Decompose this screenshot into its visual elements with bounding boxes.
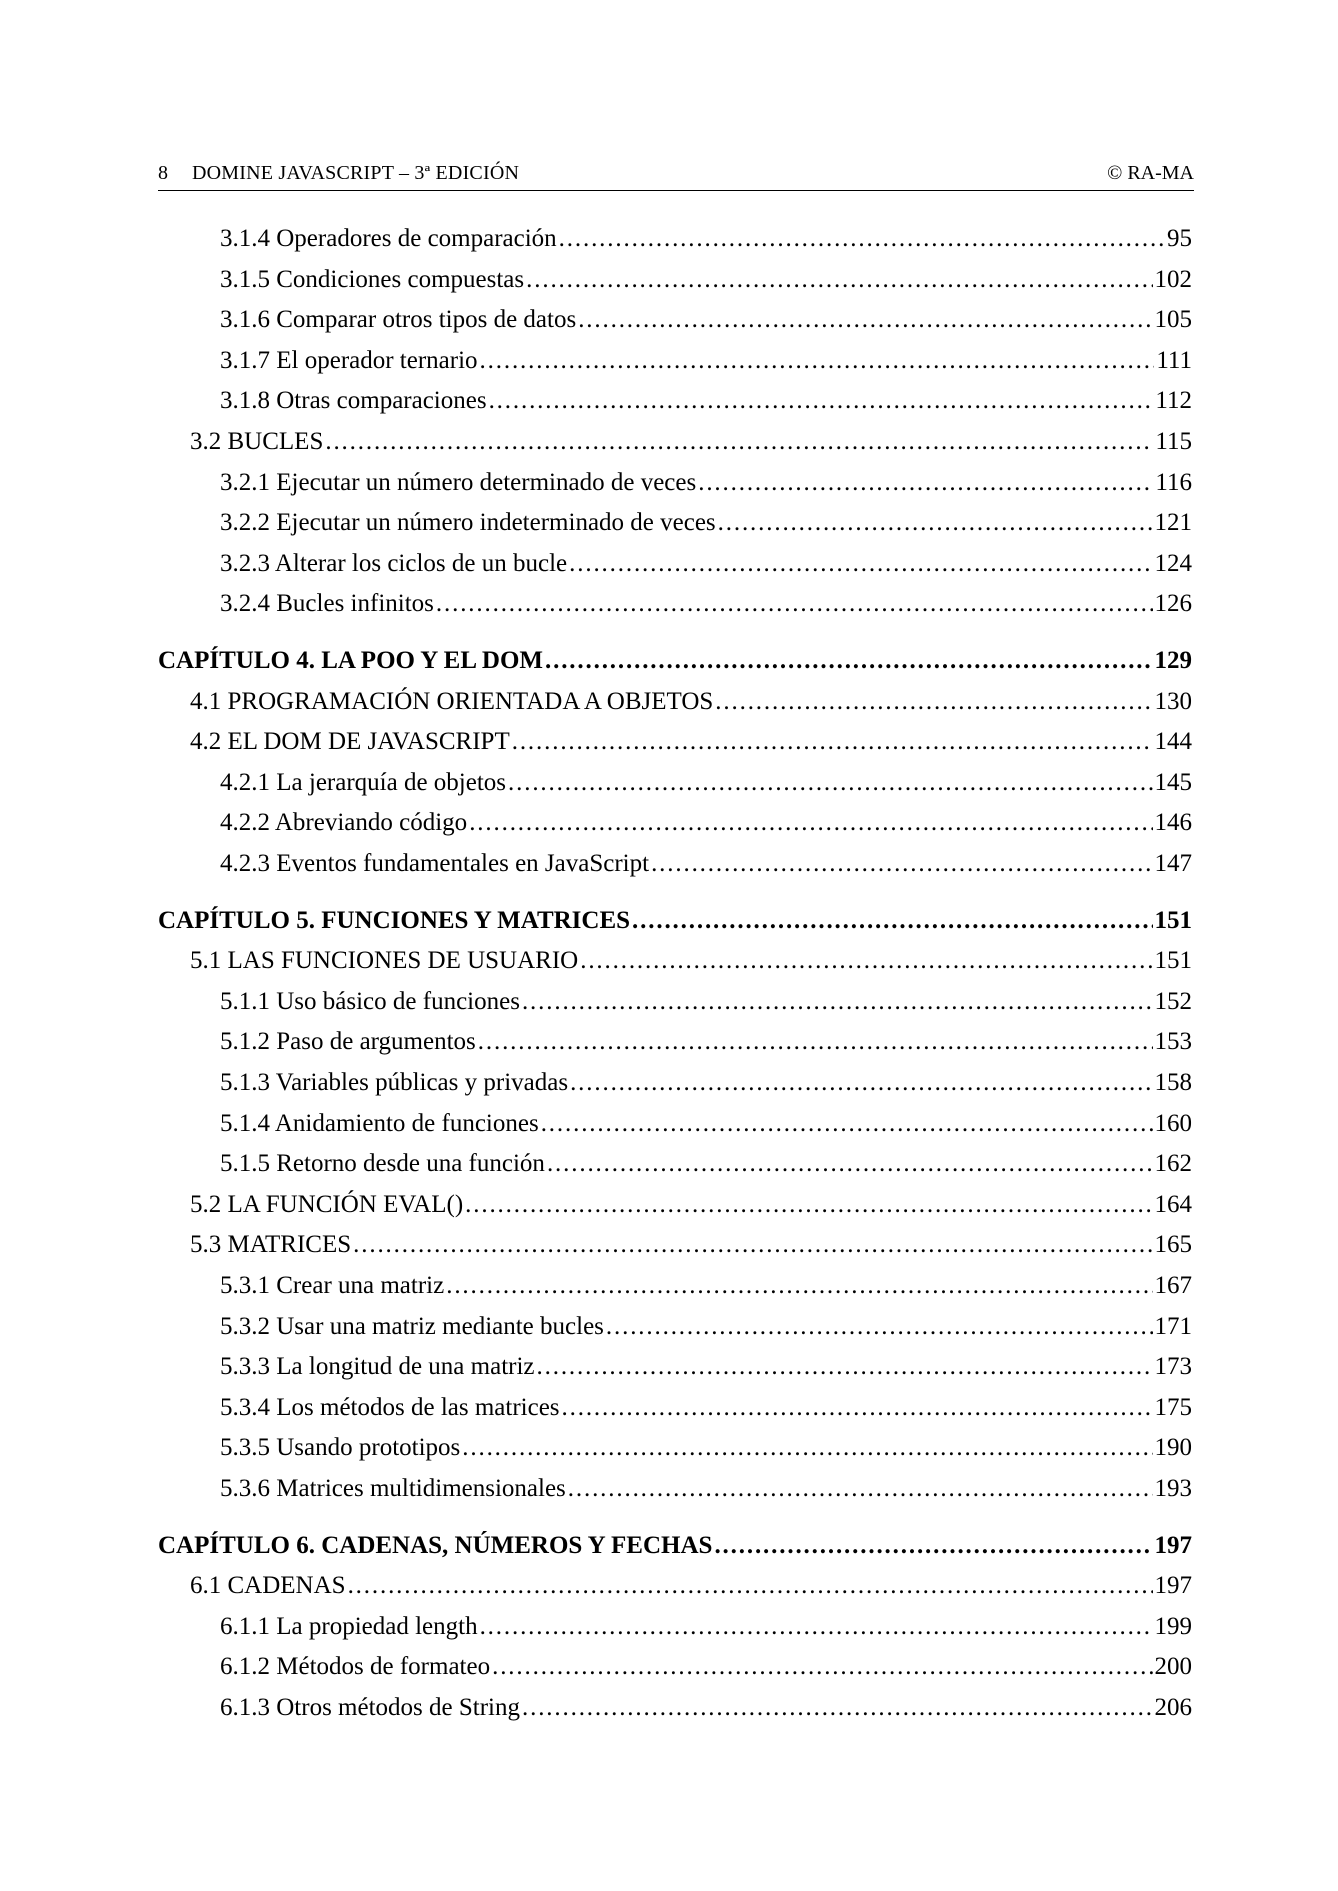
toc-entry-page: 164 <box>1154 1191 1192 1218</box>
toc-entry-title: 5.3.5 Usando prototipos <box>220 1434 461 1461</box>
toc-entry-title: 4.1 PROGRAMACIÓN ORIENTADA A OBJETOS <box>190 688 714 715</box>
toc-entry-title: 3.2.4 Bucles infinitos <box>220 590 434 617</box>
toc-entry-title: 5.3.2 Usar una matriz mediante bucles <box>220 1313 604 1340</box>
toc-entry <box>190 685 1192 719</box>
toc-entry <box>220 766 1192 800</box>
toc-entry-page: 165 <box>1154 1231 1192 1258</box>
dot-leader <box>436 587 1153 621</box>
dot-leader <box>508 766 1152 800</box>
toc-entry-page: 151 <box>1154 907 1192 934</box>
toc-entry-title: 5.1.2 Paso de argumentos <box>220 1028 476 1055</box>
dot-leader <box>632 904 1152 938</box>
toc-entry-title: 4.2.1 La jerarquía de objetos <box>220 769 507 796</box>
dot-leader <box>478 1025 1153 1059</box>
toc-entry <box>220 1066 1192 1100</box>
toc-entry <box>190 425 1192 459</box>
toc-entry-page: 158 <box>1154 1069 1192 1096</box>
dot-leader <box>698 466 1153 500</box>
toc-entry <box>190 1228 1192 1262</box>
toc-entry-page: 102 <box>1154 266 1192 293</box>
dot-leader <box>462 1431 1152 1465</box>
toc-entry <box>220 1310 1192 1344</box>
dot-leader <box>570 1066 1152 1100</box>
toc-entry-page: 152 <box>1154 988 1192 1015</box>
dot-leader <box>522 985 1153 1019</box>
toc-entry-title: 5.3.1 Crear una matriz <box>220 1272 445 1299</box>
toc-entry <box>220 1472 1192 1506</box>
dot-leader <box>480 344 1155 378</box>
toc-entry-page: 115 <box>1155 428 1192 455</box>
toc-entry-title: 6.1.2 Métodos de formateo <box>220 1653 491 1680</box>
toc-entry-title: 4.2 EL DOM DE JAVASCRIPT <box>190 728 510 755</box>
toc-entry <box>220 1610 1192 1644</box>
dot-leader <box>465 1188 1152 1222</box>
toc-entry-title: 6.1.1 La propiedad length <box>220 1613 478 1640</box>
dot-leader <box>578 303 1152 337</box>
toc-entry-page: 197 <box>1154 1572 1192 1599</box>
toc-entry <box>220 344 1192 378</box>
toc-entry-page: 130 <box>1154 688 1192 715</box>
toc-entry-title: 5.1.5 Retorno desde una función <box>220 1150 545 1177</box>
dot-leader <box>537 1350 1153 1384</box>
running-header <box>158 160 1194 191</box>
dot-leader <box>492 1650 1152 1684</box>
dot-leader <box>522 1691 1153 1725</box>
toc-entry-page: 197 <box>1154 1532 1192 1559</box>
toc-chapter-entry <box>158 1529 1192 1563</box>
toc-entry-title: 5.3.3 La longitud de una matriz <box>220 1353 535 1380</box>
toc-entry-title: 3.1.7 El operador ternario <box>220 347 478 374</box>
toc-entry-page: 105 <box>1154 306 1192 333</box>
dot-leader <box>446 1269 1152 1303</box>
toc-entry-title: 5.1.3 Variables públicas y privadas <box>220 1069 569 1096</box>
dot-leader <box>325 425 1153 459</box>
toc-entry <box>220 847 1192 881</box>
dot-leader <box>469 806 1152 840</box>
toc-entry-page: 151 <box>1154 947 1192 974</box>
toc-entry-page: 129 <box>1154 647 1192 674</box>
dot-leader <box>547 1147 1153 1181</box>
toc-entry-page: 116 <box>1155 469 1192 496</box>
toc-entry-title: 5.1 LAS FUNCIONES DE USUARIO <box>190 947 579 974</box>
toc-entry <box>220 985 1192 1019</box>
toc-entry <box>220 1025 1192 1059</box>
dot-leader <box>541 1107 1153 1141</box>
toc-entry-title: 5.3.4 Los métodos de las matrices <box>220 1394 560 1421</box>
book-title: DOMINE JAVASCRIPT – 3ª EDICIÓN <box>192 162 520 184</box>
toc-entry-page: 167 <box>1154 1272 1192 1299</box>
dot-leader <box>569 547 1152 581</box>
toc-entry <box>220 222 1192 256</box>
toc-entry-title: 5.2 LA FUNCIÓN EVAL() <box>190 1191 464 1218</box>
toc-entry <box>220 1269 1192 1303</box>
toc-entry <box>190 725 1192 759</box>
toc-entry <box>220 1391 1192 1425</box>
toc-entry-title: 6.1 CADENAS <box>190 1572 346 1599</box>
toc-entry <box>190 1569 1192 1603</box>
toc-entry-title: 3.1.8 Otras comparaciones <box>220 387 487 414</box>
toc-entry-page: 112 <box>1155 387 1192 414</box>
dot-leader <box>559 222 1165 256</box>
toc-entry-title: 5.1.4 Anidamiento de funciones <box>220 1110 539 1137</box>
toc-entry <box>220 587 1192 621</box>
toc-entry-page: 171 <box>1154 1313 1192 1340</box>
dot-leader <box>714 1529 1152 1563</box>
dot-leader <box>715 685 1152 719</box>
dot-leader <box>580 944 1152 978</box>
toc-entry-title: CAPÍTULO 6. CADENAS, NÚMEROS Y FECHAS <box>158 1532 713 1559</box>
toc-entry-page: 153 <box>1154 1028 1192 1055</box>
dot-leader <box>651 847 1152 881</box>
toc-entry-page: 126 <box>1154 590 1192 617</box>
toc-entry <box>220 506 1192 540</box>
dot-leader <box>512 725 1153 759</box>
toc-entry <box>220 547 1192 581</box>
dot-leader <box>526 263 1152 297</box>
toc-entry-page: 144 <box>1154 728 1192 755</box>
toc-entry-title: 3.2.1 Ejecutar un número determinado de veces <box>220 469 697 496</box>
dot-leader <box>606 1310 1153 1344</box>
toc-entry-title: 3.1.4 Operadores de comparación <box>220 225 557 252</box>
toc-entry <box>220 263 1192 297</box>
toc-entry <box>220 384 1192 418</box>
toc-entry-page: 124 <box>1154 550 1192 577</box>
toc-entry-title: CAPÍTULO 4. LA POO Y EL DOM <box>158 647 543 674</box>
toc-entry-page: 193 <box>1154 1475 1192 1502</box>
toc-entry <box>220 303 1192 337</box>
toc-entry <box>220 1107 1192 1141</box>
toc-entry-title: 4.2.3 Eventos fundamentales en JavaScript <box>220 850 650 877</box>
dot-leader <box>562 1391 1153 1425</box>
dot-leader <box>718 506 1153 540</box>
dot-leader <box>545 644 1153 678</box>
dot-leader <box>489 384 1154 418</box>
toc-entry-title: 6.1.3 Otros métodos de String <box>220 1694 520 1721</box>
dot-leader <box>568 1472 1153 1506</box>
toc-entry-page: 147 <box>1154 850 1192 877</box>
toc-entry-page: 199 <box>1154 1613 1192 1640</box>
toc-entry-page: 206 <box>1154 1694 1192 1721</box>
toc-entry-page: 146 <box>1154 809 1192 836</box>
toc-entry <box>220 1691 1192 1725</box>
toc-entry-title: 4.2.2 Abreviando código <box>220 809 468 836</box>
toc-entry-page: 175 <box>1154 1394 1192 1421</box>
toc-entry <box>190 944 1192 978</box>
toc-entry-page: 200 <box>1154 1653 1192 1680</box>
toc-entry-title: CAPÍTULO 5. FUNCIONES Y MATRICES <box>158 907 631 934</box>
toc-chapter-entry <box>158 644 1192 678</box>
toc-entry <box>220 1147 1192 1181</box>
toc-entry-title: 3.2.3 Alterar los ciclos de un bucle <box>220 550 568 577</box>
toc-entry-page: 145 <box>1154 769 1192 796</box>
toc-entry <box>220 1350 1192 1384</box>
toc-entry-page: 95 <box>1167 225 1192 252</box>
dot-leader <box>480 1610 1153 1644</box>
toc-entry-page: 162 <box>1154 1150 1192 1177</box>
toc-entry <box>220 1650 1192 1684</box>
toc-entry-page: 111 <box>1156 347 1192 374</box>
toc-entry-title: 3.2.2 Ejecutar un número indeterminado de veces <box>220 509 716 536</box>
toc-entry-title: 3.2 BUCLES <box>190 428 324 455</box>
toc-entry-title: 3.1.5 Condiciones compuestas <box>220 266 525 293</box>
toc-entry-title: 5.3.6 Matrices multidimensionales <box>220 1475 566 1502</box>
toc-entry-page: 173 <box>1154 1353 1192 1380</box>
toc-entry-page: 190 <box>1154 1434 1192 1461</box>
toc-entry <box>220 1431 1192 1465</box>
toc-entry-title: 5.3 MATRICES <box>190 1231 352 1258</box>
page-number: 8 <box>158 162 168 184</box>
toc-chapter-entry <box>158 904 1192 938</box>
toc-entry <box>220 466 1192 500</box>
dot-leader <box>348 1569 1153 1603</box>
toc-entry-page: 121 <box>1154 509 1192 536</box>
toc-entry-title: 3.1.6 Comparar otros tipos de datos <box>220 306 577 333</box>
toc-entry-page: 160 <box>1154 1110 1192 1137</box>
dot-leader <box>353 1228 1152 1262</box>
toc-entry-title: 5.1.1 Uso básico de funciones <box>220 988 520 1015</box>
toc-entry <box>220 806 1192 840</box>
publisher-mark: © RA-MA <box>1107 162 1194 184</box>
toc-entry <box>190 1188 1192 1222</box>
